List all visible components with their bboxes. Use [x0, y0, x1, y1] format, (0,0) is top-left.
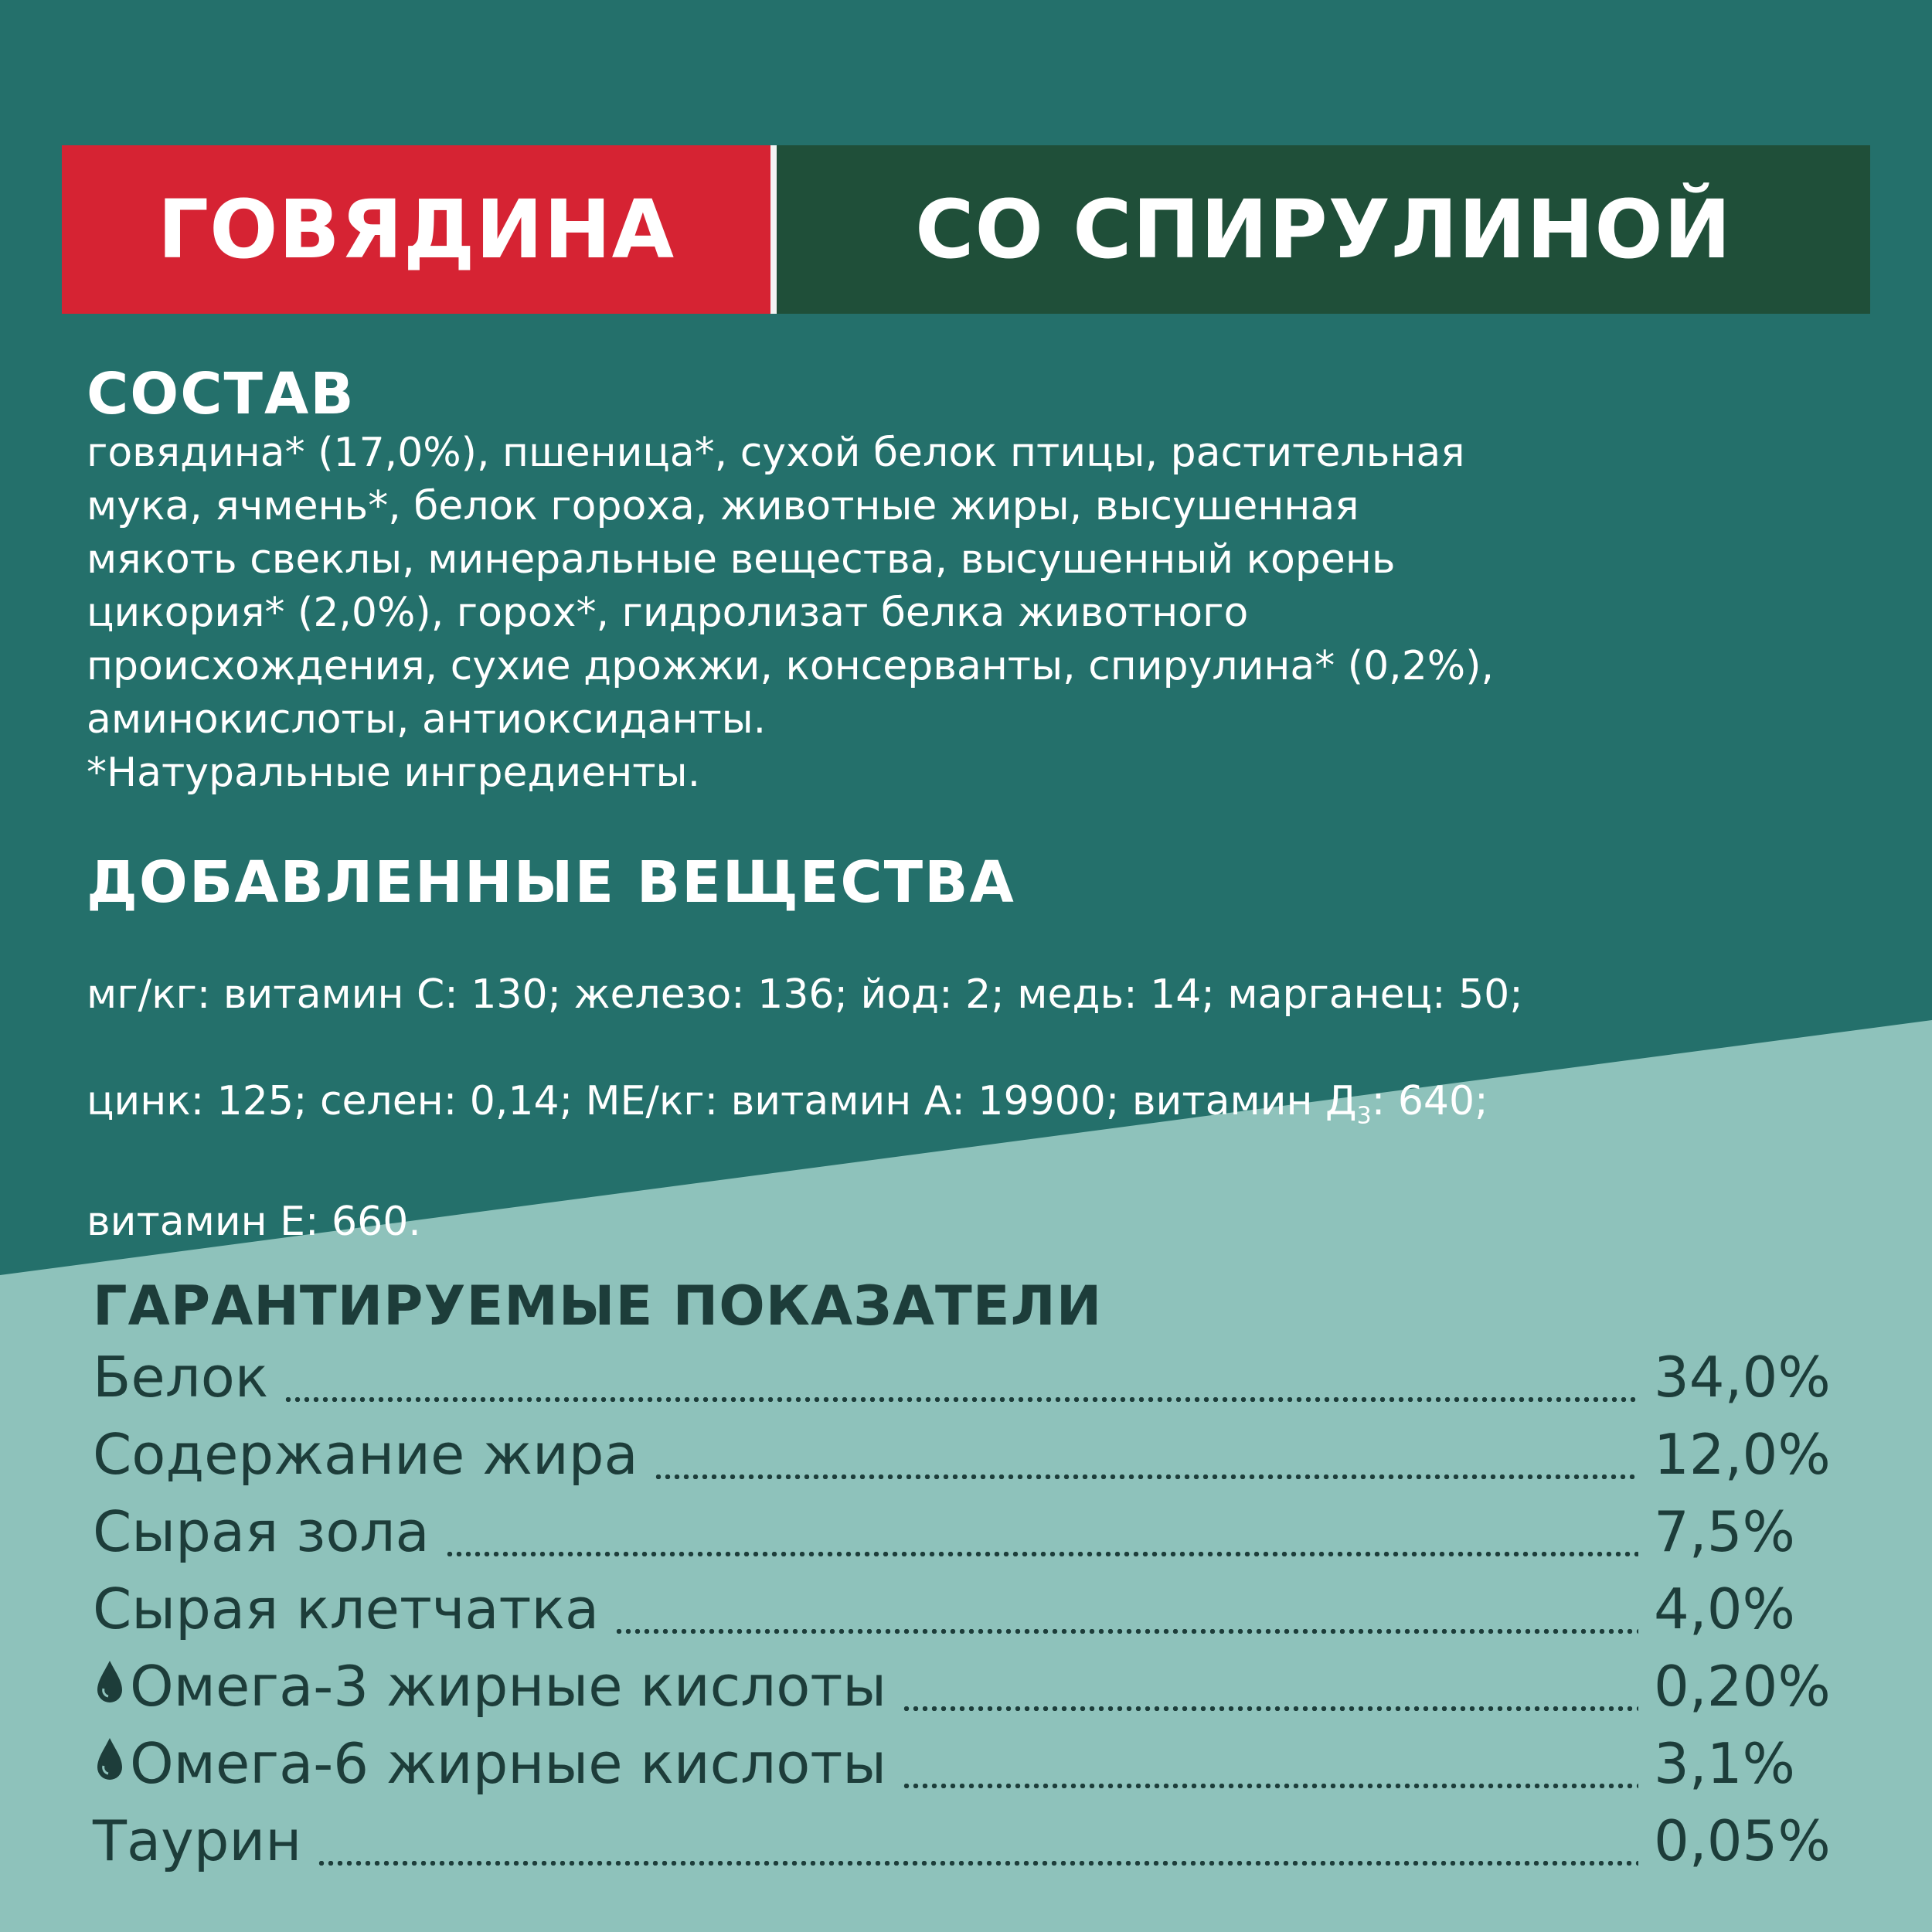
analysis-table — [93, 1345, 1839, 1886]
composition-heading: СОСТАВ — [87, 361, 355, 427]
analysis-row-label: Сырая клетчатка — [93, 1577, 600, 1641]
analysis-row — [93, 1808, 1839, 1886]
analysis-row — [93, 1422, 1839, 1499]
drop-icon — [93, 1735, 127, 1783]
additives-line-2: цинк: 125; селен: 0,14; МЕ/кг: витамин А: 19900; витамин $Д_3$: 640; — [87, 1078, 1488, 1130]
drop-icon — [93, 1658, 127, 1706]
analysis-row-label: Омега-6 жирные кислоты — [93, 1731, 886, 1796]
analysis-row-value: 12,0% — [1654, 1422, 1831, 1487]
leader-dots — [614, 1629, 1638, 1634]
additives-line-1: мг/кг: витамин С: 130; железо: 136; йод: 2; медь: 14; марганец: 50; — [87, 971, 1523, 1018]
additives-text — [87, 915, 1864, 1302]
analysis-section — [93, 1267, 1839, 1886]
banner-spirulina-label: СО СПИРУЛИНОЙ — [915, 182, 1732, 277]
banner-spirulina — [777, 145, 1870, 314]
analysis-row-value: 0,05% — [1654, 1808, 1831, 1873]
leader-dots — [654, 1475, 1638, 1479]
banner-beef-label: ГОВЯДИНА — [157, 182, 675, 277]
analysis-row-value: 34,0% — [1654, 1345, 1831, 1410]
leader-dots — [902, 1706, 1638, 1711]
analysis-row-label: Сырая зола — [93, 1499, 430, 1564]
analysis-row-value: 7,5% — [1654, 1499, 1795, 1564]
leader-dots — [445, 1552, 1638, 1556]
banner-divider — [770, 145, 777, 314]
analysis-row-value: 3,1% — [1654, 1731, 1795, 1796]
banner-beef — [62, 145, 770, 314]
analysis-row-label: Омега-3 жирные кислоты — [93, 1654, 886, 1719]
additives-section — [87, 850, 1864, 1302]
analysis-row-label: Таурин — [93, 1808, 302, 1873]
analysis-row — [93, 1654, 1839, 1731]
leader-dots — [284, 1397, 1638, 1402]
leader-dots — [317, 1861, 1638, 1866]
analysis-row — [93, 1499, 1839, 1577]
analysis-row — [93, 1731, 1839, 1808]
analysis-row-value: 4,0% — [1654, 1577, 1795, 1641]
analysis-row — [93, 1577, 1839, 1654]
analysis-row-value: 0,20% — [1654, 1654, 1831, 1719]
analysis-heading: ГАРАНТИРУЕМЫЕ ПОКАЗАТЕЛИ — [93, 1274, 1103, 1338]
composition-section — [87, 362, 1864, 800]
analysis-row-label: Белок — [93, 1345, 269, 1410]
analysis-row — [93, 1345, 1839, 1422]
leader-dots — [902, 1784, 1638, 1788]
analysis-row-label: Содержание жира — [93, 1422, 638, 1487]
composition-text: говядина* (17,0%), пшеница*, сухой белок птицы, растительная мука, ячмень*, белок гороха, животные жиры, высушенная мякоть свеклы, минеральные вещества, высушенный корень цикория* (2,0%), горох*, гидролизат белка животного происхождения, сухие дрожжи, консерванты, спирулина* (0,2%), аминокислоты, антиоксиданты. *Натуральные ингредиенты. — [87, 430, 1495, 796]
additives-line-3: витамин Е: 660. — [87, 1199, 421, 1246]
additives-heading: ДОБАВЛЕННЫЕ ВЕЩЕСТВА — [87, 849, 1015, 916]
